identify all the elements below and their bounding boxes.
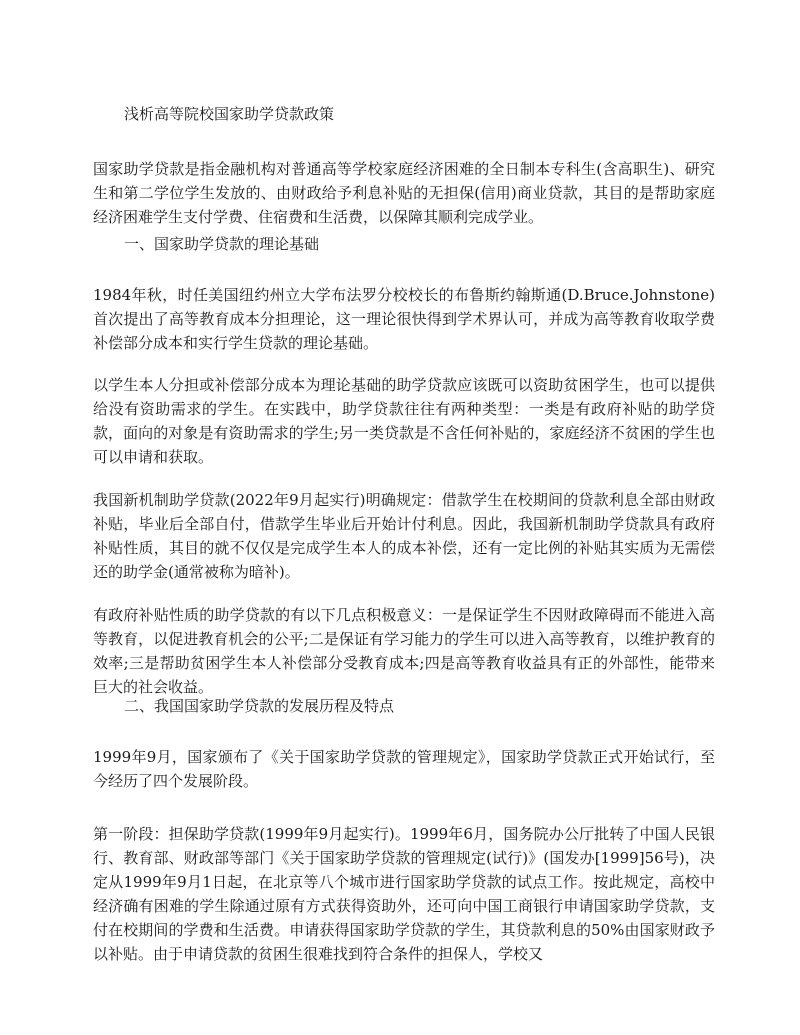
paragraph-johnstone: 1984年秋，时任美国纽约州立大学布法罗分校校长的布鲁斯约翰斯通(D.Bruce.Johnstone)首次提出了高等教育成本分担理论，这一理论很快得到学术界认可，并成为高等教育收取学费补偿部分成本和实行学生贷款的理论基础。 [93, 286, 715, 352]
paragraph-1999: 1999年9月，国家颁布了《关于国家助学贷款的管理规定》，国家助学贷款正式开始试行，至今经历了四个发展阶段。 [93, 748, 715, 790]
section-heading-theory: 一、国家助学贷款的理论基础 [124, 235, 320, 253]
paragraph-significance: 有政府补贴性质的助学贷款的有以下几点积极意义：一是保证学生不因财政障碍而不能进入高等教育，以促进教育机会的公平;二是保证有学习能力的学生可以进入高等教育，以维护教育的效率;三是帮助贫困学生本人补偿部分受教育成本;四是高等教育收益具有正的外部性，能带来巨大的社会收益。 [93, 606, 715, 696]
document-title: 浅析高等院校国家助学贷款政策 [124, 105, 335, 123]
paragraph-stage-one: 第一阶段：担保助学贷款(1999年9月起实行)。1999年6月，国务院办公厅批转了中国人民银行、教育部、财政部等部门《关于国家助学贷款的管理规定(试行)》(国发办[1999]56号)，决定从1999年9月1日起，在北京等八个城市进行国家助学贷款的试点工作。按此规定，高校中经济确有困难的学生除通过原有方式获得资助外，还可向中国工商银行申请国家助学贷款，支付在校期间的学费和生活费。申请获得国家助学贷款的学生，其贷款利息的50%由国家财政予以补贴。由于申请贷款的贫困生很难找到符合条件的担保人，学校又 [93, 825, 715, 963]
paragraph-loan-types: 以学生本人分担或补偿部分成本为理论基础的助学贷款应该既可以资助贫困学生，也可以提供给没有资助需求的学生。在实践中，助学贷款往往有两种类型：一类是有政府补贴的助学贷款，面向的对象是有资助需求的学生;另一类贷款是不含任何补贴的，家庭经济不贫困的学生也可以申请和获取。 [93, 376, 715, 466]
section-heading-history: 二、我国国家助学贷款的发展历程及特点 [124, 697, 395, 715]
paragraph-new-mechanism: 我国新机制助学贷款(2022年9月起实行)明确规定：借款学生在校期间的贷款利息全部由财政补贴，毕业后全部自付，借款学生毕业后开始计付利息。因此，我国新机制助学贷款具有政府补贴性质，其目的就不仅仅是完成学生本人的成本补偿，还有一定比例的补贴其实质为无需偿还的助学金(通常被称为暗补)。 [93, 491, 715, 581]
paragraph-definition: 国家助学贷款是指金融机构对普通高等学校家庭经济困难的全日制本专科生(含高职生)、研究生和第二学位学生发放的、由财政给予利息补贴的无担保(信用)商业贷款，其目的是帮助家庭经济困难学生支付学费、住宿费和生活费，以保障其顺利完成学业。 [93, 160, 715, 226]
